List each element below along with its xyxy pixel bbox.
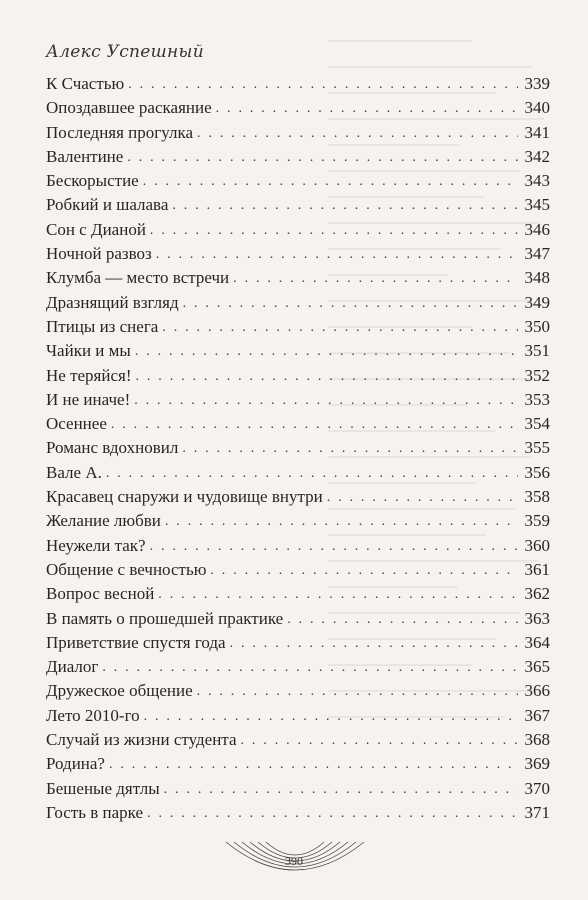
toc-entry — [46, 169, 550, 193]
toc-entry-title: Неужели так? — [46, 535, 146, 555]
toc-entry — [46, 339, 550, 363]
toc-entry-title: Красавец снаружи и чудовище внутри — [46, 487, 323, 507]
toc-entry — [46, 704, 550, 728]
toc-entry-title: Вале А. — [46, 462, 102, 482]
dot-leader — [182, 442, 518, 456]
toc-entry-title: Гость в парке — [46, 802, 144, 822]
toc-entry-title: Лето 2010-го — [46, 705, 140, 725]
toc-entry-title: Опоздавшее раскаяние — [46, 98, 212, 118]
dot-leader — [127, 151, 518, 165]
toc-entry — [46, 558, 550, 582]
toc-entry — [46, 607, 550, 631]
running-head: Алекс Успешный — [46, 42, 204, 62]
dot-leader — [327, 491, 518, 505]
toc-entry — [46, 801, 550, 825]
toc-entry-title: Случай из жизни студента — [46, 730, 237, 750]
dot-leader — [183, 297, 518, 311]
toc-entry-title: В память о прошедшей практике — [46, 608, 284, 628]
dot-leader — [136, 370, 519, 384]
toc-entry-page: 369 — [524, 754, 550, 774]
dot-leader — [134, 394, 518, 408]
toc-entry — [46, 218, 550, 242]
toc-entry — [46, 485, 550, 509]
page-number: 390 — [285, 854, 303, 868]
toc-entry-title: Приветствие спустя года — [46, 632, 226, 652]
toc-entry-title: Дразнящий взгляд — [46, 292, 179, 312]
dot-leader — [106, 467, 518, 481]
toc-entry — [46, 388, 550, 412]
toc-entry-title: Последняя прогулка — [46, 122, 194, 142]
toc-entry-title: Бешеные дятлы — [46, 778, 160, 798]
toc-entry-title: Общение с вечностью — [46, 559, 207, 579]
toc-entry-page: 364 — [524, 632, 550, 652]
toc-entry-page: 352 — [524, 365, 550, 385]
dot-leader — [197, 685, 518, 699]
toc-entry — [46, 436, 550, 460]
toc-entry-page: 348 — [524, 268, 550, 288]
toc-entry-title: Валентине — [46, 146, 124, 166]
toc-entry-page: 365 — [524, 657, 550, 677]
toc-entry — [46, 582, 550, 606]
toc-entry-page: 351 — [524, 341, 550, 361]
toc-entry-page: 346 — [524, 219, 550, 239]
dot-leader — [216, 102, 518, 116]
toc-entry-page: 367 — [524, 705, 550, 725]
toc-entry — [46, 752, 550, 776]
toc-entry — [46, 193, 550, 217]
dot-leader — [144, 710, 518, 724]
toc-entry-page: 368 — [524, 730, 550, 750]
dot-leader — [135, 345, 518, 359]
toc-entry-page: 371 — [524, 802, 550, 822]
toc-entry-page: 347 — [524, 244, 550, 264]
dot-leader — [111, 418, 518, 432]
toc-entry-title: Сон с Дианой — [46, 219, 146, 239]
toc-entry-page: 354 — [524, 414, 550, 434]
toc-entry-title: Родина? — [46, 754, 105, 774]
toc-entry — [46, 509, 550, 533]
toc-entry — [46, 291, 550, 315]
dot-leader — [156, 248, 518, 262]
toc-entry-page: 355 — [524, 438, 550, 458]
dot-leader — [197, 127, 518, 141]
toc-entry-page: 350 — [524, 316, 550, 336]
toc-entry-title: Не теряйся! — [46, 365, 132, 385]
dot-leader — [165, 515, 518, 529]
toc-entry-title: Вопрос весной — [46, 584, 155, 604]
toc-entry — [46, 121, 550, 145]
dot-leader — [287, 613, 518, 627]
toc-entry-page: 366 — [524, 681, 550, 701]
toc-entry-page: 363 — [524, 608, 550, 628]
toc-entry — [46, 655, 550, 679]
toc-entry — [46, 777, 550, 801]
toc-entry — [46, 534, 550, 558]
toc-entry — [46, 266, 550, 290]
dot-leader — [147, 807, 518, 821]
toc-entry-title: Ночной развоз — [46, 244, 152, 264]
toc-entry-page: 358 — [524, 487, 550, 507]
dot-leader — [102, 661, 518, 675]
toc-entry-title: Осеннее — [46, 414, 107, 434]
dot-leader — [128, 78, 518, 92]
dot-leader — [109, 758, 518, 772]
toc-entry-title: Робкий и шалава — [46, 195, 169, 215]
toc-entry-title: Желание любви — [46, 511, 161, 531]
dot-leader — [143, 175, 518, 189]
toc-entry-page: 356 — [524, 462, 550, 482]
toc-entry-page: 343 — [524, 171, 550, 191]
toc-entry — [46, 96, 550, 120]
toc-entry — [46, 461, 550, 485]
toc-entry-page: 341 — [524, 122, 550, 142]
toc-entry-title: Диалог — [46, 657, 99, 677]
toc-entry-title: Клумба — место встречи — [46, 268, 230, 288]
toc-entry — [46, 315, 550, 339]
toc-entry-title: И не иначе! — [46, 389, 131, 409]
dot-leader — [150, 224, 518, 238]
toc-entry-page: 345 — [524, 195, 550, 215]
toc-entry-title: К Счастью — [46, 74, 125, 93]
toc-entry — [46, 679, 550, 703]
toc-entry-title: Птицы из снега — [46, 316, 159, 336]
toc-entry — [46, 242, 550, 266]
toc-entry-page: 339 — [524, 74, 550, 93]
toc-entry — [46, 412, 550, 436]
toc-entry-page: 349 — [524, 292, 550, 312]
dot-leader — [172, 199, 518, 213]
toc-entry-page: 360 — [524, 535, 550, 555]
toc-entry-page: 342 — [524, 146, 550, 166]
toc-entry — [46, 364, 550, 388]
toc-entry — [46, 145, 550, 169]
toc-entry-page: 340 — [524, 98, 550, 118]
toc-entry-title: Романс вдохновил — [46, 438, 179, 458]
dot-leader — [164, 783, 518, 797]
dot-leader — [241, 734, 519, 748]
dot-leader — [233, 272, 518, 286]
toc-entry-page: 359 — [524, 511, 550, 531]
toc-entry-page: 370 — [524, 778, 550, 798]
toc-entry-page: 361 — [524, 559, 550, 579]
dot-leader — [158, 588, 518, 602]
toc-entry-page: 362 — [524, 584, 550, 604]
toc-entry-title: Чайки и мы — [46, 341, 131, 361]
table-of-contents — [46, 72, 550, 825]
toc-entry — [46, 631, 550, 655]
dot-leader — [230, 637, 518, 651]
dot-leader — [150, 540, 518, 554]
toc-entry-title: Дружеское общение — [46, 681, 193, 701]
toc-entry — [46, 72, 550, 96]
dot-leader — [162, 321, 518, 335]
dot-leader — [210, 564, 518, 578]
toc-entry-page: 353 — [524, 389, 550, 409]
toc-entry-title: Бескорыстие — [46, 171, 139, 191]
toc-entry — [46, 728, 550, 752]
